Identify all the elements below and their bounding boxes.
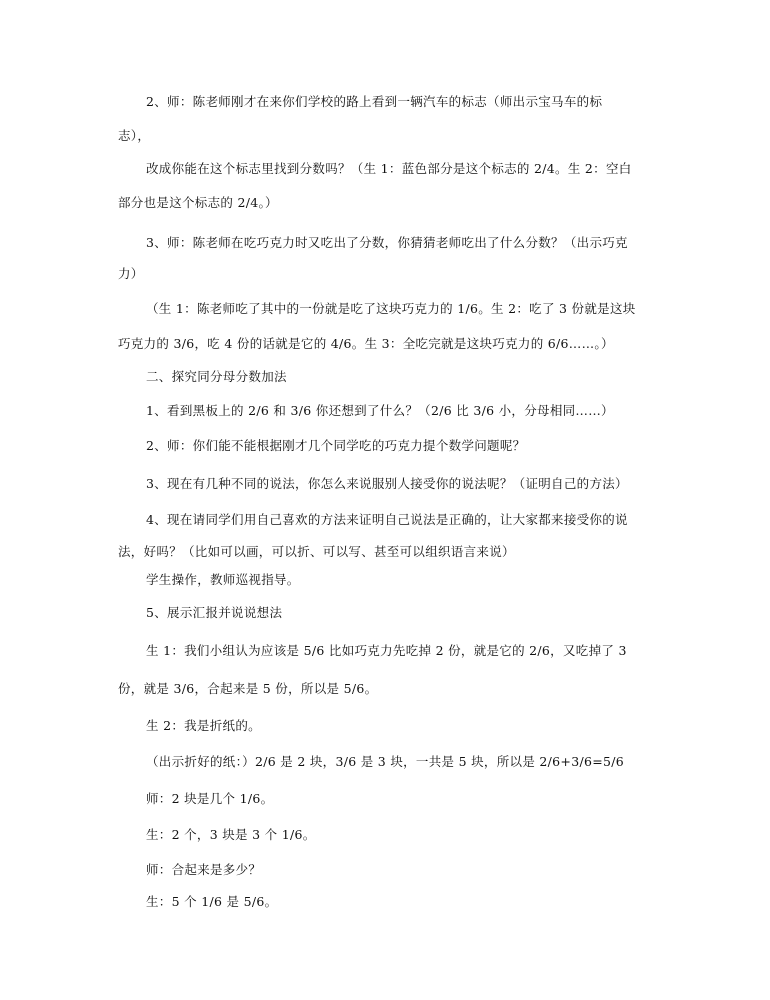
text-line: 生 2：我是折纸的。 bbox=[146, 718, 261, 733]
text-line: 巧克力的 3/6，吃 4 份的话就是它的 4/6。生 3：全吃完就是这块巧克力的 6/6……。） bbox=[118, 336, 614, 351]
text-line: 力） bbox=[118, 266, 144, 281]
text-line: 份，就是 3/6，合起来是 5 份，所以是 5/6。 bbox=[118, 681, 378, 696]
text-line: 3、现在有几种不同的说法，你怎么来说服别人接受你的说法呢？（证明自己的方法） bbox=[146, 476, 628, 491]
text-line: 法，好吗？（比如可以画，可以折、可以写、甚至可以组织语言来说） bbox=[118, 544, 515, 559]
text-line: 2、师：陈老师刚才在来你们学校的路上看到一辆汽车的标志（师出示宝马车的标 bbox=[146, 94, 603, 109]
section-heading: 二、探究同分母分数加法 bbox=[146, 369, 287, 384]
text-line: 学生操作，教师巡视指导。 bbox=[146, 572, 300, 587]
text-line: 改成你能在这个标志里找到分数吗？（生 1：蓝色部分是这个标志的 2/4。生 2：空白 bbox=[146, 161, 632, 176]
text-line: 部分也是这个标志的 2/4。） bbox=[118, 195, 278, 210]
text-line: 师：2 块是几个 1/6。 bbox=[146, 791, 274, 806]
text-line: 志）， bbox=[118, 128, 151, 143]
text-line: 生 1：我们小组认为应该是 5/6 比如巧克力先吃掉 2 份，就是它的 2/6，又吃掉了 3 bbox=[146, 643, 627, 658]
text-line: 4、现在请同学们用自己喜欢的方法来证明自己说法是正确的，让大家都来接受你的说 bbox=[146, 512, 628, 527]
text-line: 2、师：你们能不能根据刚才几个同学吃的巧克力提个数学问题呢？ bbox=[146, 438, 526, 453]
text-line: （生 1：陈老师吃了其中的一份就是吃了这块巧克力的 1/6。生 2：吃了 3 份就是这块 bbox=[146, 301, 636, 316]
text-line: （出示折好的纸：）2/6 是 2 块，3/6 是 3 块，一共是 5 块，所以是 2/6+3/6=5/6 bbox=[146, 754, 625, 769]
text-line: 5、展示汇报并说说想法 bbox=[146, 605, 283, 620]
text-line: 1、看到黑板上的 2/6 和 3/6 你还想到了什么？（2/6 比 3/6 小，分母相同……） bbox=[146, 403, 614, 418]
text-line: 生：2 个，3 块是 3 个 1/6。 bbox=[146, 827, 316, 842]
text-line: 3、师：陈老师在吃巧克力时又吃出了分数，你猜猜老师吃出了什么分数？（出示巧克 bbox=[146, 235, 628, 250]
text-line: 生：5 个 1/6 是 5/6。 bbox=[146, 894, 278, 909]
text-line: 师：合起来是多少？ bbox=[146, 862, 262, 877]
